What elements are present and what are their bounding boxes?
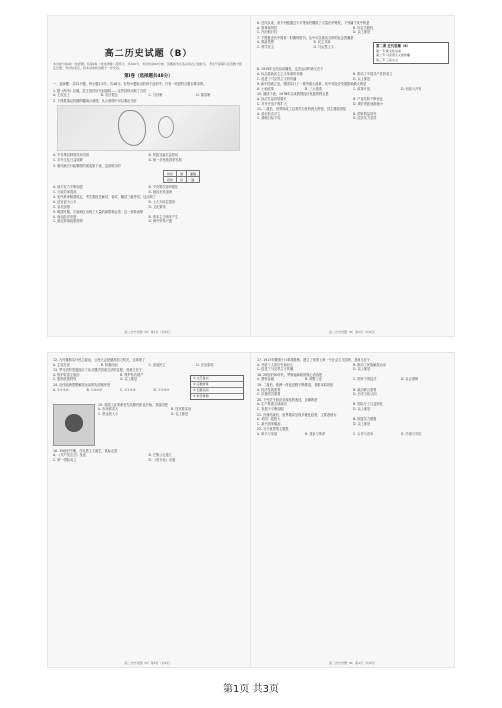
question-21: 21. 冷战结束后，世界格局呈现多极化趋势，主要表现为 <box>257 412 337 417</box>
table-cell: 县 <box>177 177 187 183</box>
option: D. 马克思主义 <box>313 44 334 49</box>
question-1: 1. 据《尚书》记载，武王伐纣后分封诸侯……这些材料反映了当时 <box>53 88 147 93</box>
question-22: 22. 当今世界的主题是 <box>257 427 289 432</box>
option: A. 中央集权制度得到巩固 <box>53 153 90 158</box>
question-10: 10. 阅读下表，1978年以来我国经济发展的特点是 <box>257 92 329 97</box>
question-15: 15. 英国工业革命首先从棉纺织业开始，其原因是 <box>98 402 168 407</box>
exam-sheet-top <box>47 15 455 337</box>
option: A. ①②③④ <box>53 387 69 392</box>
option: C. 促进了马克思主义传播 <box>257 367 294 372</box>
option: B. 巴黎公社建立 <box>148 453 172 458</box>
box-line: ④ 科学革命 <box>193 393 209 398</box>
option: C. 皇权加强 <box>53 204 71 209</box>
option: D. 西部大开发 <box>401 86 422 91</box>
table-cell: 道 <box>177 171 187 177</box>
option: C. 资金投入少 <box>98 411 119 416</box>
option: B. 国家利益冲突 <box>353 111 377 116</box>
option: D. ①②④③ <box>153 387 170 392</box>
question-2-options <box>53 153 244 162</box>
question-15-options <box>98 407 244 416</box>
option: C. 行政效率提高 <box>53 189 77 194</box>
option: A. 经济发展需要 <box>257 387 281 392</box>
option: B. 宗法观念 <box>100 93 118 98</box>
question-20: 20. 下列关于经济全球化的表述，正确的是 <box>257 397 318 402</box>
option: C. ②①③④ <box>120 387 136 392</box>
option: D. 《资本论》出版 <box>148 457 176 462</box>
question-11-options <box>257 112 449 121</box>
question-3-table <box>163 170 200 183</box>
option: B. 推动了中国共产党的成立 <box>353 71 393 76</box>
table-cell: 藩镇 <box>187 171 200 177</box>
exam-instructions: 本试卷分第Ⅰ卷（选择题）和第Ⅱ卷（非选择题）两部分，共100分，考试时间90分钟。答题前考生务必将自己的姓名、考生号等填写在答题卡规定位置，考试结束后，将本试卷和答题卡一并交回。 <box>53 62 242 70</box>
question-13-options <box>53 373 187 382</box>
option: C. 抗衡美苏需要 <box>257 392 281 397</box>
question-13: 13. 罗马法的发展经历了从习惯法到成文法的过程，其意义在于 <box>53 368 142 373</box>
option: B. 政治联合需要 <box>353 387 377 392</box>
option: D. 以上都是 <box>120 377 138 382</box>
option: C. 促进了马克思主义的传播 <box>257 76 297 81</box>
option: B. 推动了民族解放运动 <box>353 362 386 367</box>
option: A. 美国一超独大 <box>257 417 281 422</box>
document-page-number: 第1页 共3页 <box>223 684 279 695</box>
option: A. 经济总量持续增长 <box>257 96 287 101</box>
question-8: 8. 1919年五四运动爆发，这次运动的意义在于 <box>257 67 324 72</box>
question-3: 3. 唐代地方行政制度的演变如下表，这说明当时 <box>53 163 121 168</box>
question-21-options <box>257 417 449 426</box>
option: B. 资本主义萌芽产生 <box>148 214 179 219</box>
option: A. 生产要素全球流动 <box>257 402 287 407</box>
question-6-options <box>257 26 449 35</box>
historical-photo-image <box>53 404 95 446</box>
exam-title: 高二历史试题（B） <box>104 49 193 59</box>
option: A. 领事裁判权 <box>257 25 278 30</box>
question-19: 19. 二战后，欧洲一体化进程不断推进，其根本原因是 <box>257 382 334 387</box>
table-cell: 府州 <box>164 177 177 183</box>
option: D. 社会保障 <box>401 377 419 382</box>
option: A. 整顿金融 <box>257 377 274 382</box>
question-18: 18. 20世纪30年代，罗斯福新政的核心内容是 <box>257 372 323 377</box>
page-footer: 高二历史试题（B）第4页（共8页） <box>329 661 377 665</box>
question-16-options <box>53 453 244 462</box>
option: B. 调整工业 <box>305 377 322 382</box>
option: B. 民主共和 <box>313 40 331 45</box>
option: A. 选官更为公平 <box>53 199 77 204</box>
question-4-options <box>53 200 244 209</box>
box-line: 第三节 三民主义 <box>376 57 398 62</box>
option: B. 三大改造 <box>305 86 322 91</box>
option: D. 法治原则 <box>196 362 214 367</box>
option: C. 国家干预经济 <box>353 377 377 382</box>
option: C. 合作与竞争 <box>353 431 374 436</box>
option: B. 国际分工日益细化 <box>353 402 383 407</box>
option: C. 发展不平衡加剧 <box>257 406 284 411</box>
option: D. 郡县制 <box>196 93 211 98</box>
box-title: 第二课 近代思潮（6） <box>376 44 411 49</box>
option: D. 统一多民族国家发展 <box>148 157 182 162</box>
option: A. 王权至上 <box>53 93 70 98</box>
option: A. 维新思想 <box>257 40 274 45</box>
question-6: 6. 近代以来，西方列强通过不平等条约攫取了大量在华特权，下列属于其中的是 <box>257 21 370 25</box>
question-12-options <box>53 363 244 368</box>
option: C. 对外交往日益频繁 <box>53 157 83 162</box>
option: B. 协定关税权 <box>353 25 374 30</box>
question-10-options <box>257 97 449 106</box>
question-18-options <box>257 377 449 382</box>
option: B. 士大夫地位提高 <box>148 199 176 204</box>
box-line: ① 文艺复兴 <box>191 376 243 382</box>
option: D. 历史文化认同 <box>353 392 377 397</box>
option: B. 保护私有财产 <box>120 372 144 377</box>
option: B. 民族交融日益密切 <box>148 153 179 158</box>
option: A. 维护奴隶主统治 <box>53 372 80 377</box>
option: A. 《共产党宣言》发表 <box>53 453 86 458</box>
option: C. 对外开放不断扩大 <box>257 101 287 106</box>
question-17-options <box>257 363 449 372</box>
question-14-options <box>53 388 187 393</box>
textbook-excerpt-box <box>373 42 449 64</box>
options-box <box>190 375 244 400</box>
option: C. 分封制 <box>148 93 163 98</box>
option: C. 第一国际成立 <box>53 457 77 462</box>
question-5: 5. 明清时期，江南地区出现了大量的商帮和会馆，这一现象表明 <box>53 210 144 215</box>
exam-page-4 <box>251 352 455 668</box>
option: D. 海外贸易兴盛 <box>148 219 173 224</box>
option: D. 以上都是 <box>171 411 189 416</box>
question-3-options <box>53 185 244 194</box>
exam-page-1 <box>47 15 251 337</box>
question-4: 4. 宋代科举制度规定，考生需经过解试、省试、殿试三级考试，这反映了 <box>53 195 156 200</box>
question-11: 11. 二战后，世界形成了以美苏为首的两大阵营，其主要原因是 <box>257 107 346 112</box>
option: C. 直接民主 <box>148 362 166 367</box>
question-7-options <box>257 40 370 49</box>
exam-page-3 <box>47 352 251 668</box>
box-line: ② 宗教改革 <box>191 382 243 388</box>
option: A. 意识形态对立 <box>257 111 281 116</box>
option: A. 市场需求大 <box>98 407 119 412</box>
option: D. 城乡差距逐渐缩小 <box>353 101 383 106</box>
question-1-options <box>53 93 244 98</box>
option: A. 标志着新民主主义革命的开端 <box>257 71 303 76</box>
option: C. 改革开放 <box>353 86 371 91</box>
option: B. ①④②③ <box>86 387 103 392</box>
option: D. 文化繁荣 <box>148 204 166 209</box>
option: D. 以上都是 <box>353 367 371 372</box>
exam-sheet-bottom <box>47 352 455 668</box>
option: C. 重农抑商政策废除 <box>53 219 83 224</box>
page-footer: 高二历史试题（B）第1页（共8页） <box>124 330 173 334</box>
option: B. 战争与革命 <box>305 431 326 436</box>
page-footer: 高二历史试题（B）第2页（共8页） <box>329 330 377 334</box>
option: B. 欧盟实力增强 <box>353 417 377 422</box>
question-22-options <box>257 432 449 437</box>
option: A. 和平与发展 <box>257 431 278 436</box>
option: A. 商品经济发展 <box>53 214 77 219</box>
question-12: 12. 古代雅典实行民主政治，公民大会是最高权力机关，这体现了 <box>53 358 146 362</box>
option: B. 中央集权得到强化 <box>148 185 179 190</box>
part1-title: 第Ⅰ卷（选择题共48分） <box>124 74 173 79</box>
option: D. 经济实力差异 <box>353 116 377 121</box>
historical-map-image <box>57 105 240 151</box>
option: A. 土地改革 <box>257 86 274 91</box>
option: C. 科学民主 <box>257 44 275 49</box>
table-cell: 路 <box>187 177 200 183</box>
option: C. 战略目标不同 <box>257 116 281 121</box>
option: D. 以上都是 <box>353 30 371 35</box>
question-19-options <box>257 388 449 397</box>
question-9-options <box>257 87 449 92</box>
question-17: 17. 1917年俄国十月革命胜利，建立了世界上第一个社会主义国家，其意义在于 <box>257 358 371 362</box>
page-footer: 高二历史试题（B）第3页（共8页） <box>124 661 173 665</box>
section-heading: 一、选择题：共32小题，每小题1.5分，共48分。在每小题给出的四个选项中，只有一项是符合题目要求的。 <box>53 82 207 86</box>
option: C. 内河航行权 <box>257 30 278 35</box>
question-16: 16. 19世纪中期，马克思主义诞生，其标志是 <box>53 448 118 453</box>
question-8-options <box>257 72 449 81</box>
option: C. 限制贵族特权 <box>53 377 77 382</box>
option: D. 以上都是 <box>353 76 371 81</box>
exam-page-2 <box>251 15 455 337</box>
option: B. 轮番而治 <box>100 362 118 367</box>
option: A. 主权在民 <box>53 362 70 367</box>
option: B. 产业结构不断优化 <box>353 96 383 101</box>
option: D. 冷战与对抗 <box>401 431 422 436</box>
question-2: 2. 下图是秦汉时期的疆域示意图，从示意图中可以看出当时 <box>53 98 137 103</box>
option: B. 技术要求低 <box>171 407 192 412</box>
question-7: 7. 下图是近代中国某一时期的报刊，从中可以看出当时的社会思潮是 <box>257 35 354 40</box>
question-9: 9. 新中国成立后，我国实行了一系列重大改革，其中对经济发展影响最大的是 <box>257 82 367 87</box>
option: D. 以上都是 <box>353 421 371 426</box>
table-cell: 州县 <box>164 171 177 177</box>
option: C. 新兴国家崛起 <box>257 421 281 426</box>
box-line: 第二节 马克思主义的传播 <box>376 53 410 58</box>
question-20-options <box>257 402 449 411</box>
box-line: ③ 启蒙运动 <box>191 388 243 394</box>
option: A. 地方权力不断加强 <box>53 185 83 190</box>
option: D. 以上都是 <box>353 406 371 411</box>
question-5-options <box>53 215 244 224</box>
box-line: 第一节 新文化运动 <box>376 48 401 53</box>
option: D. 统治危机加深 <box>148 189 173 194</box>
option: A. 开辟了人类历史新纪元 <box>257 362 294 367</box>
question-14: 14. 近代欧洲思想解放运动的先后顺序是 <box>53 382 111 387</box>
